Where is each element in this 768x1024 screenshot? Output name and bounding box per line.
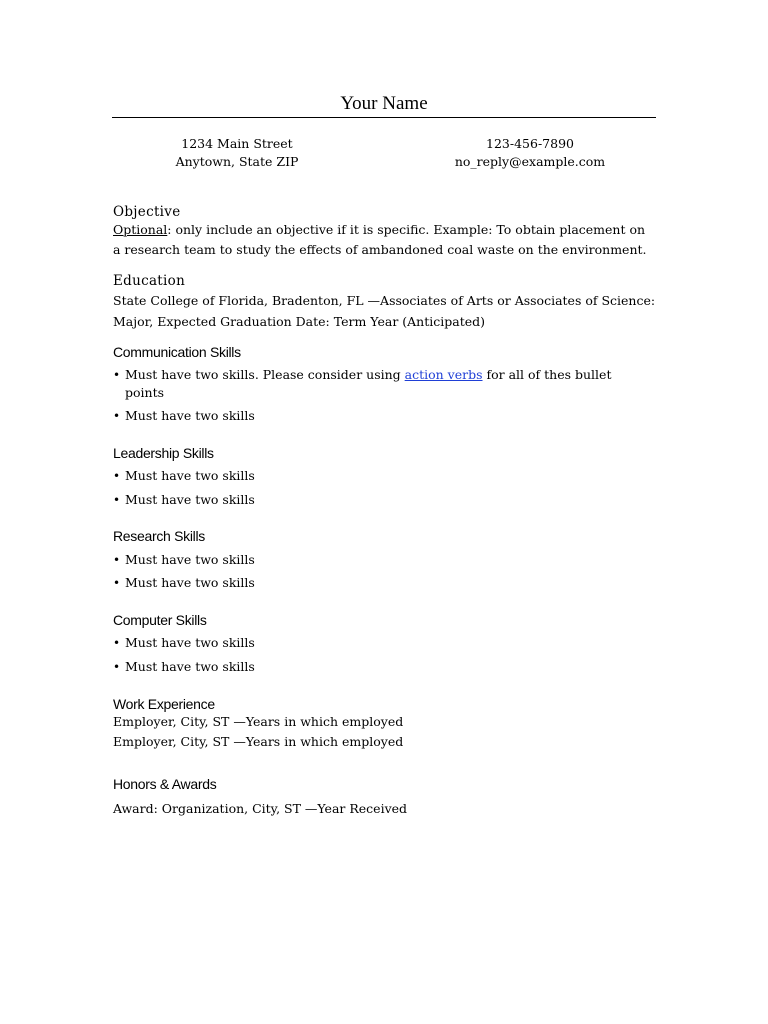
bullet-icon: • bbox=[113, 368, 121, 382]
education-heading: Education bbox=[113, 273, 186, 289]
work-list bbox=[113, 712, 661, 751]
bullet-icon: • bbox=[113, 660, 121, 674]
action-verbs-link[interactable]: action verbs bbox=[404, 367, 483, 382]
work-line: Employer, City, ST —Years in which employed bbox=[113, 714, 404, 729]
bullet-icon: • bbox=[113, 493, 121, 507]
education-line1: State College of Florida, Bradenton, FL —Associates of Arts or Associates of Science: bbox=[113, 293, 656, 308]
address-line2: Anytown, State ZIP bbox=[175, 154, 299, 169]
education-text bbox=[113, 290, 661, 332]
contact-block bbox=[430, 135, 630, 171]
header-rule bbox=[112, 117, 656, 118]
objective-line1: : only include an objective if it is specific. Example: To obtain placement on bbox=[167, 222, 646, 237]
work-heading: Work Experience bbox=[113, 696, 215, 712]
resume-page: Your Name 1234 Main Street Anytown, State ZIP 123-456-7890 no_reply@example.com Objective Optional: only include an objective if it is specific. Example: To obtain placement on a research team to study the effects of ambandoned coal waste on the environment. Education State College of Florida, Bradenton, FL —Associates of Arts or Associates of Science: Major, Expected Graduation Date: Term Year (Anticipated) Communication Skills • Must have two skills. Please consider using action verbs for all of thes bullet points • Must have two skills Leadership Skills • Must have two skills • Must have two skills Research Skills • Must have two skills • Must have two skills Computer Skills • Must have two skills • Must have two skills Work Experience Employer, City, ST —Years in which employed Employer, City, ST —Years in which employed Honors & Awards Award: Organization, City, ST —Year Received bbox=[0, 0, 768, 1024]
work-line: Employer, City, ST —Years in which employed bbox=[113, 733, 404, 749]
resume-name: Your Name bbox=[340, 93, 428, 114]
honors-heading: Honors & Awards bbox=[113, 776, 217, 792]
phone-number: 123-456-7890 bbox=[486, 136, 574, 151]
address-line1: 1234 Main Street bbox=[181, 136, 293, 151]
computer-heading: Computer Skills bbox=[113, 612, 207, 628]
leadership-heading: Leadership Skills bbox=[113, 445, 214, 461]
optional-label: Optional bbox=[113, 222, 168, 237]
research-heading: Research Skills bbox=[113, 528, 205, 544]
objective-text bbox=[113, 220, 661, 259]
communication-heading: Communication Skills bbox=[113, 344, 241, 360]
address-block bbox=[137, 135, 337, 171]
objective-line2: a research team to study the effects of ambandoned coal waste on the environment. bbox=[113, 241, 647, 257]
bullet-icon: • bbox=[113, 469, 121, 483]
honors-line: Award: Organization, City, ST —Year Received bbox=[113, 801, 408, 816]
objective-heading: Objective bbox=[113, 204, 181, 220]
bullet-icon: • bbox=[113, 576, 121, 590]
bullet-icon: • bbox=[113, 409, 121, 423]
email-address: no_reply@example.com bbox=[454, 154, 606, 169]
bullet-icon: • bbox=[113, 636, 121, 650]
education-line2: Major, Expected Graduation Date: Term Year (Anticipated) bbox=[113, 314, 485, 329]
bullet-icon: • bbox=[113, 553, 121, 567]
